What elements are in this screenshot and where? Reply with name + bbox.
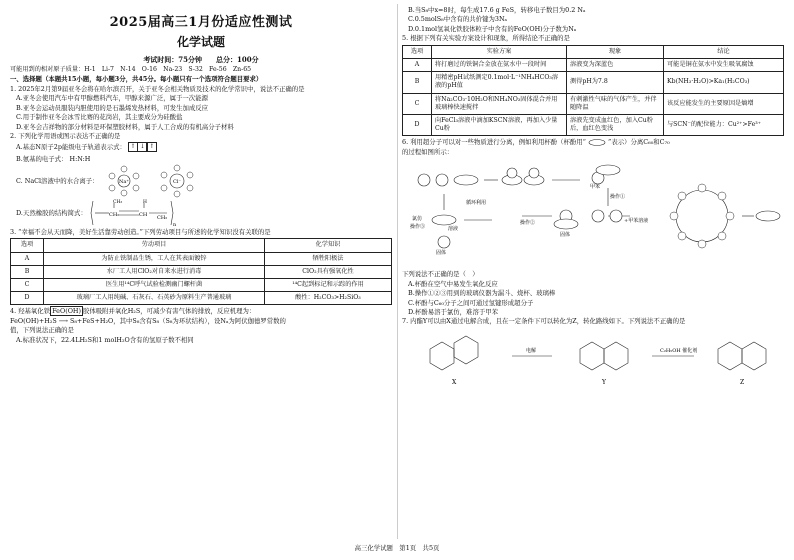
q4-stem	[10, 307, 392, 315]
compound-label-y: Y	[602, 378, 606, 386]
table-header: 劳动项目	[44, 239, 265, 252]
table-header: 现象	[567, 45, 664, 58]
q6-stem-part: 6. 利用超分子可以对一些物质进行分离，例如利用杯酚（杯酚用“	[402, 138, 586, 147]
table-cell: Kb(NH₃·H₂O)>Ka₁(H₂CO₃)	[664, 72, 784, 93]
q4-option-a: A.标准状况下，22.4LH₂S和1 molH₂O含有的氢原子数不相同	[16, 335, 194, 344]
right-column	[402, 6, 784, 392]
q4-stem-part: 4. 羟基氧化铁	[10, 307, 51, 316]
diagram-label: +甲苯溶液	[624, 218, 649, 225]
q6-stem-c: 的过程如图所示：	[402, 147, 454, 156]
table-cell: 将打磨过的铁铜合金放在氨水中一段时间	[432, 59, 567, 72]
question-1	[10, 85, 392, 131]
table-header: 结论	[664, 45, 784, 58]
question-6	[402, 138, 784, 316]
compound-label-z: Z	[740, 378, 745, 386]
table-cell: 该反应能发生的主要原因是熵增	[664, 93, 784, 114]
table-cell: 溶液先变成血红色，加入Cu粉后，血红色变浅	[567, 114, 664, 135]
question-5	[402, 34, 784, 136]
table-header: 选项	[403, 45, 432, 58]
table-cell: 玻璃厂工人用纯碱、石灰石、石英砂为原料生产普通玻璃	[44, 292, 265, 305]
diagram-label: 固体	[436, 250, 447, 257]
page-footer: 高三化学试题 第1页 共5页	[354, 544, 440, 552]
q4-option-c: C.0.5molS₈中含有的共价键为3Nₐ	[408, 15, 507, 24]
diagram-label: 操作①	[610, 194, 626, 201]
svg-text:H: H	[142, 200, 147, 206]
section-heading: 一、选择题（本题共15小题，每小题3分，共45分。每小题只有一个选项符合题目要求）	[10, 75, 263, 84]
q2-option-a	[10, 142, 392, 152]
table-header-row	[403, 45, 784, 58]
orbital-diagram	[128, 142, 156, 152]
hydrated-ion-figure	[99, 164, 209, 198]
left-column	[10, 6, 392, 345]
q4-boxed-formula: FeO(OH)	[52, 307, 81, 316]
table-row	[403, 59, 784, 72]
q5-stem: 5. 根据下列有关实验方案设计和现象，所得结论不正确的是	[402, 34, 570, 43]
table-cell: B	[403, 72, 432, 93]
table-header: 化学知识	[265, 239, 392, 252]
table-cell: 水厂工人用ClO₂对自来水进行消毒	[44, 265, 265, 278]
q6-stem	[402, 138, 784, 146]
question-3	[10, 228, 392, 305]
table-cell: 与SCN⁻的配位能力：Cu²⁺>Fe³⁺	[664, 114, 784, 135]
rubber-structure	[87, 198, 177, 228]
table-cell: A	[403, 59, 432, 72]
svg-text:CH₂: CH₂	[108, 212, 120, 219]
separation-process-diagram	[402, 158, 782, 268]
table-cell: 有刺激性气味的气体产生，并伴随降温	[567, 93, 664, 114]
diagram-label: 溶液	[448, 226, 459, 233]
table-row	[11, 292, 392, 305]
reaction-route-diagram	[402, 328, 782, 390]
table-row	[403, 72, 784, 93]
time-info: 考试时间：75分钟 总分：100分	[143, 54, 259, 64]
q6-option-b: B.操作①②③用到的玻璃仪器为漏斗、烧杯、玻璃棒	[408, 289, 556, 298]
table-header: 实验方案	[432, 45, 567, 58]
table-row	[11, 279, 392, 292]
diagram-label: 操作③	[410, 224, 426, 231]
table-cell: 用精密pH试纸测定0.1mol·L⁻¹NH₄HCO₃溶液的pH值	[432, 72, 567, 93]
q6-option-a: A.杯酚在空气中易发生氧化反应	[408, 279, 498, 288]
q1-option-d: D.亚冬会吉祥物的部分材料是环保塑胶材料，属于人工合成的有机高分子材料	[16, 122, 234, 131]
question-7	[402, 317, 784, 389]
table-cell: B	[11, 265, 44, 278]
svg-text:Cl⁻: Cl⁻	[172, 179, 181, 186]
q6-question: 下列说法不正确的是（ ）	[402, 270, 479, 279]
q4-option-b: B.当S₈中x=8时，每生成17.6 g FeS，转移电子数目为0.2 Nₐ	[408, 6, 586, 14]
diagram-label: 操作②	[520, 220, 536, 227]
table-cell: 医生用¹⁴C呼气试验检测幽门螺杆菌	[44, 279, 265, 292]
q2-option-b	[10, 155, 392, 163]
svg-text:Na⁺: Na⁺	[118, 179, 129, 186]
orbital-box: ↑	[147, 142, 157, 152]
table-cell: 为防止铁制品生锈，工人在其表面镀锌	[44, 252, 265, 265]
orbital-box: ↓	[137, 142, 147, 152]
q2-c-text: C. NaCl溶液中的水合离子：	[16, 176, 99, 185]
table-row	[11, 265, 392, 278]
diagram-label: 氯仿	[412, 216, 423, 223]
question-2	[10, 132, 392, 228]
q1-option-c: C.用于制作亚冬会冰雪比赛的花岗岩，其主要成分为硅酸盐	[16, 113, 183, 122]
table-row	[403, 93, 784, 114]
q1-stem: 1. 2025年2月第9届亚冬会将在哈尔滨召开，关于亚冬会相关物质及技术的化学常识中，说法不正确的是	[10, 84, 305, 93]
na-hydrated-ion	[109, 166, 139, 196]
table-cell: C	[403, 93, 432, 114]
table-row	[403, 114, 784, 135]
table-cell: ClO₂具有强氧化性	[265, 265, 392, 278]
table-cell: 将Na₂CO₃·10H₂O和NH₄NO₃固体混合并用玻璃棒快速搅拌	[432, 93, 567, 114]
table-cell: 测得pH为7.8	[567, 72, 664, 93]
q3-table	[10, 238, 392, 305]
q2-option-c	[10, 164, 392, 198]
reaction-arrow-label: 电解	[526, 347, 537, 354]
svg-text:CH₃: CH₃	[112, 200, 123, 206]
table-cell: ¹⁴C起到标记和示踪的作用	[265, 279, 392, 292]
column-divider	[397, 4, 398, 539]
reaction-arrow-label: C₂H₅OH 催化剂	[660, 347, 698, 354]
q2-d-text: D.天然橡胶的结构简式：	[16, 208, 87, 217]
diagram-label: 固体	[560, 232, 571, 239]
exam-subtitle: 化学试题	[176, 35, 225, 50]
table-cell: 向FeCl₃溶液中滴加KSCN溶液，再加入少量Cu粉	[432, 114, 567, 135]
table-cell: A	[11, 252, 44, 265]
q1-option-b: B.亚冬会运动员服装内胆使用的是石墨烯发热材料，可发生加成反应	[16, 103, 209, 112]
amino-formula: H:N:H	[69, 154, 91, 163]
diagram-label: 甲苯	[590, 184, 601, 191]
table-cell: 酸性：H₂CO₃>H₂SiO₃	[265, 292, 392, 305]
compound-label-x: X	[452, 378, 457, 386]
q2-a-text: A.基态N原子2p能级电子轨道表示式：	[16, 142, 126, 151]
table-cell: 牺牲阳极法	[265, 252, 392, 265]
diagram-label: 循环利用	[466, 200, 487, 207]
table-header: 选项	[11, 239, 44, 252]
q4-cont: 值，下列说法正确的是	[10, 326, 74, 335]
svg-text:CH: CH	[138, 212, 148, 219]
q2-stem: 2. 下列化学用语或图示表达不正确的是	[10, 132, 121, 141]
svg-text:n: n	[172, 222, 177, 229]
calixarene-icon	[588, 139, 606, 146]
q5-table	[402, 45, 784, 137]
exam-title: 2025届高三1月份适应性测试	[109, 15, 293, 30]
q6-stem-part: ”表示）分离C₆₀和C₇₀	[608, 138, 670, 147]
q4-stem-part: 胶体吸附并氧化H₂S，可减少有害气体的排放，反应机理为：	[83, 307, 256, 316]
question-4	[10, 307, 392, 344]
table-cell: 可能是铜在氨水中发生吸氧腐蚀	[664, 59, 784, 72]
q7-stem: 7. 内酯Y可以由X通过电解合成，且在一定条件下可以转化为Z，转化路线如下。下列说法不正确的是	[402, 317, 686, 326]
q6-option-c: C.杯酚与C₆₀分子之间可通过氢键形成超分子	[408, 298, 534, 307]
q6-option-d: D.杯酚易溶于氯仿，难溶于甲苯	[408, 308, 499, 317]
table-cell: 溶液变为深蓝色	[567, 59, 664, 72]
atomic-masses: 可能用到的相对原子质量：H-1 Li-7 N-14 O-16 Na-23 S-32 Fe-56 Zn-65	[10, 66, 252, 74]
table-cell: D	[403, 114, 432, 135]
cl-hydrated-ion	[161, 165, 193, 197]
q2-option-d	[10, 198, 392, 228]
q2-b-text: B.氨基的电子式：	[16, 154, 68, 163]
table-header-row	[11, 239, 392, 252]
svg-text:CH₂: CH₂	[156, 215, 168, 222]
q4-option-d: D.0.1mol氢氧化铁胶体粒子中含有的FeO(OH)分子数为Nₐ	[408, 24, 577, 33]
table-row	[11, 252, 392, 265]
table-cell: D	[11, 292, 44, 305]
q1-option-a: A.亚冬会使用汽车中有甲醇燃料汽车，甲醇来源广泛，属于一次能源	[16, 94, 208, 103]
orbital-box: ↑	[128, 142, 138, 152]
table-cell: C	[11, 279, 44, 292]
q3-stem: 3. “幸福不会从天而降，美好生活靠劳动创造。”下列劳动项目与所述的化学知识没有关联的是	[10, 228, 271, 237]
calixarene-structure	[670, 184, 780, 248]
q4-equation: FeO(OH)+H₂S ⟶ S₈+FeS+H₂O，其中S₈含有S₈（S₈为环状结构），设Nₐ为阿伏伽德罗常数的	[10, 316, 286, 325]
